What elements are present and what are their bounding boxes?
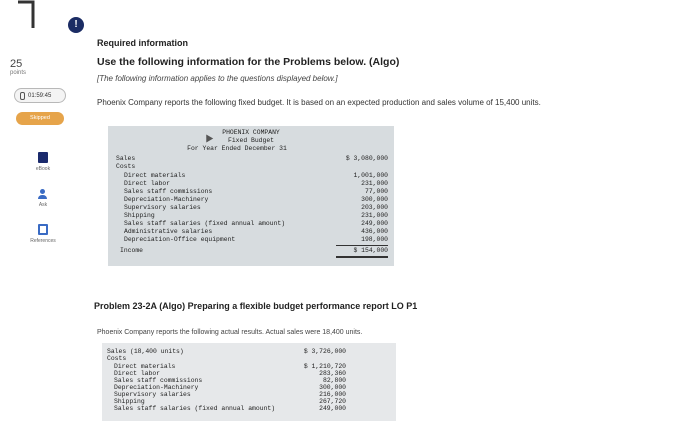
actual-row-value: $ 1,210,720 <box>303 363 346 370</box>
left-rail <box>0 0 78 421</box>
actual-row-label: Direct materials <box>114 363 176 370</box>
budget-row-value: 203,000 <box>361 204 388 211</box>
actual-sales-value: $ 3,726,000 <box>303 348 346 355</box>
budget-income-label: Income <box>120 247 144 254</box>
sidebar-item-references[interactable] <box>18 224 68 244</box>
problem-intro: Phoenix Company reports the following actual results. Actual sales were 18,400 units. <box>97 329 363 336</box>
actual-row-value: 216,000 <box>319 391 346 398</box>
budget-row-value: 231,000 <box>361 180 388 187</box>
budget-income-value: $ 154,000 <box>353 247 388 254</box>
intro-text: Phoenix Company reports the following fixed budget. It is based on an expected production and sales volume of 15,400 units. <box>97 98 541 107</box>
sidebar-item-ask[interactable] <box>18 189 68 208</box>
required-information-heading: Required information <box>97 38 189 48</box>
actual-sales-label: Sales (18,400 units) <box>107 348 184 355</box>
actual-row-label: Depreciation-Machinery <box>114 384 199 391</box>
actual-row-value: 82,800 <box>322 377 346 384</box>
budget-row-value: 249,000 <box>361 220 388 227</box>
actual-row-value: 300,000 <box>319 384 346 391</box>
problem-title: Problem 23-2A (Algo) Preparing a flexible budget performance report LO P1 <box>94 301 418 311</box>
reference-icon <box>38 224 48 235</box>
budget-row-label: Shipping <box>124 212 155 219</box>
total-double-rule <box>336 256 388 258</box>
budget-row-label: Sales staff salaries (fixed annual amount) <box>124 220 286 227</box>
main-content <box>97 38 687 108</box>
actual-row-label: Sales staff salaries (fixed annual amount) <box>114 405 276 412</box>
budget-company: PHOENIX COMPANY <box>222 129 280 136</box>
budget-row-label: Supervisory salaries <box>124 204 201 211</box>
actual-row-value: 249,000 <box>319 405 346 412</box>
skipped-badge[interactable]: Skipped <box>16 112 64 125</box>
note-text: [The following information applies to the questions displayed below.] <box>97 74 338 83</box>
sidebar-item-label: eBook <box>35 166 51 172</box>
budget-row-label: Depreciation-Machinery <box>124 196 209 203</box>
instructions-heading: Use the following information for the Problems below. (Algo) <box>97 56 400 68</box>
budget-row-label: Administrative salaries <box>124 228 213 235</box>
budget-period: For Year Ended December 31 <box>187 145 287 152</box>
partial-number-graphic <box>0 0 40 40</box>
hourglass-icon <box>20 92 25 100</box>
budget-row-value: 77,000 <box>364 188 388 195</box>
budget-row-value: 436,000 <box>361 228 388 235</box>
actual-results-table <box>102 343 396 421</box>
budget-row-label: Sales staff commissions <box>124 188 213 195</box>
timer[interactable] <box>14 88 66 103</box>
points-value: 25 <box>10 58 23 70</box>
budget-row-label: Direct labor <box>124 180 171 187</box>
book-icon <box>38 152 48 163</box>
budget-row-value: 1,001,000 <box>353 172 388 179</box>
actual-row-label: Direct labor <box>114 370 161 377</box>
budget-row-value: 198,000 <box>361 236 388 243</box>
fixed-budget-table <box>108 126 394 266</box>
budget-sales-label: Sales <box>116 155 136 162</box>
actual-row-value: 267,720 <box>319 398 346 405</box>
actual-row-label: Sales staff commissions <box>114 377 203 384</box>
actual-row-label: Supervisory salaries <box>114 391 191 398</box>
budget-costs-label: Costs <box>116 163 136 170</box>
budget-row-value: 231,000 <box>361 212 388 219</box>
alert-icon: ! <box>68 17 84 33</box>
sidebar-item-label: Ask <box>38 202 48 208</box>
budget-row-label: Depreciation-Office equipment <box>124 236 236 243</box>
budget-sales-value: $ 3,080,000 <box>345 155 388 162</box>
subtotal-rule <box>336 245 388 246</box>
actual-row-label: Shipping <box>114 398 145 405</box>
sidebar-item-label: References <box>30 238 56 244</box>
points-label: points <box>10 70 27 76</box>
actual-costs-label: Costs <box>107 355 127 362</box>
timer-value: 01:59:45 <box>28 92 52 99</box>
budget-row-value: 300,000 <box>361 196 388 203</box>
budget-row-label: Direct materials <box>124 172 186 179</box>
actual-row-value: 283,360 <box>319 370 346 377</box>
sidebar-item-ebook[interactable] <box>18 152 68 172</box>
budget-title: Fixed Budget <box>227 137 275 144</box>
person-icon <box>38 189 48 199</box>
